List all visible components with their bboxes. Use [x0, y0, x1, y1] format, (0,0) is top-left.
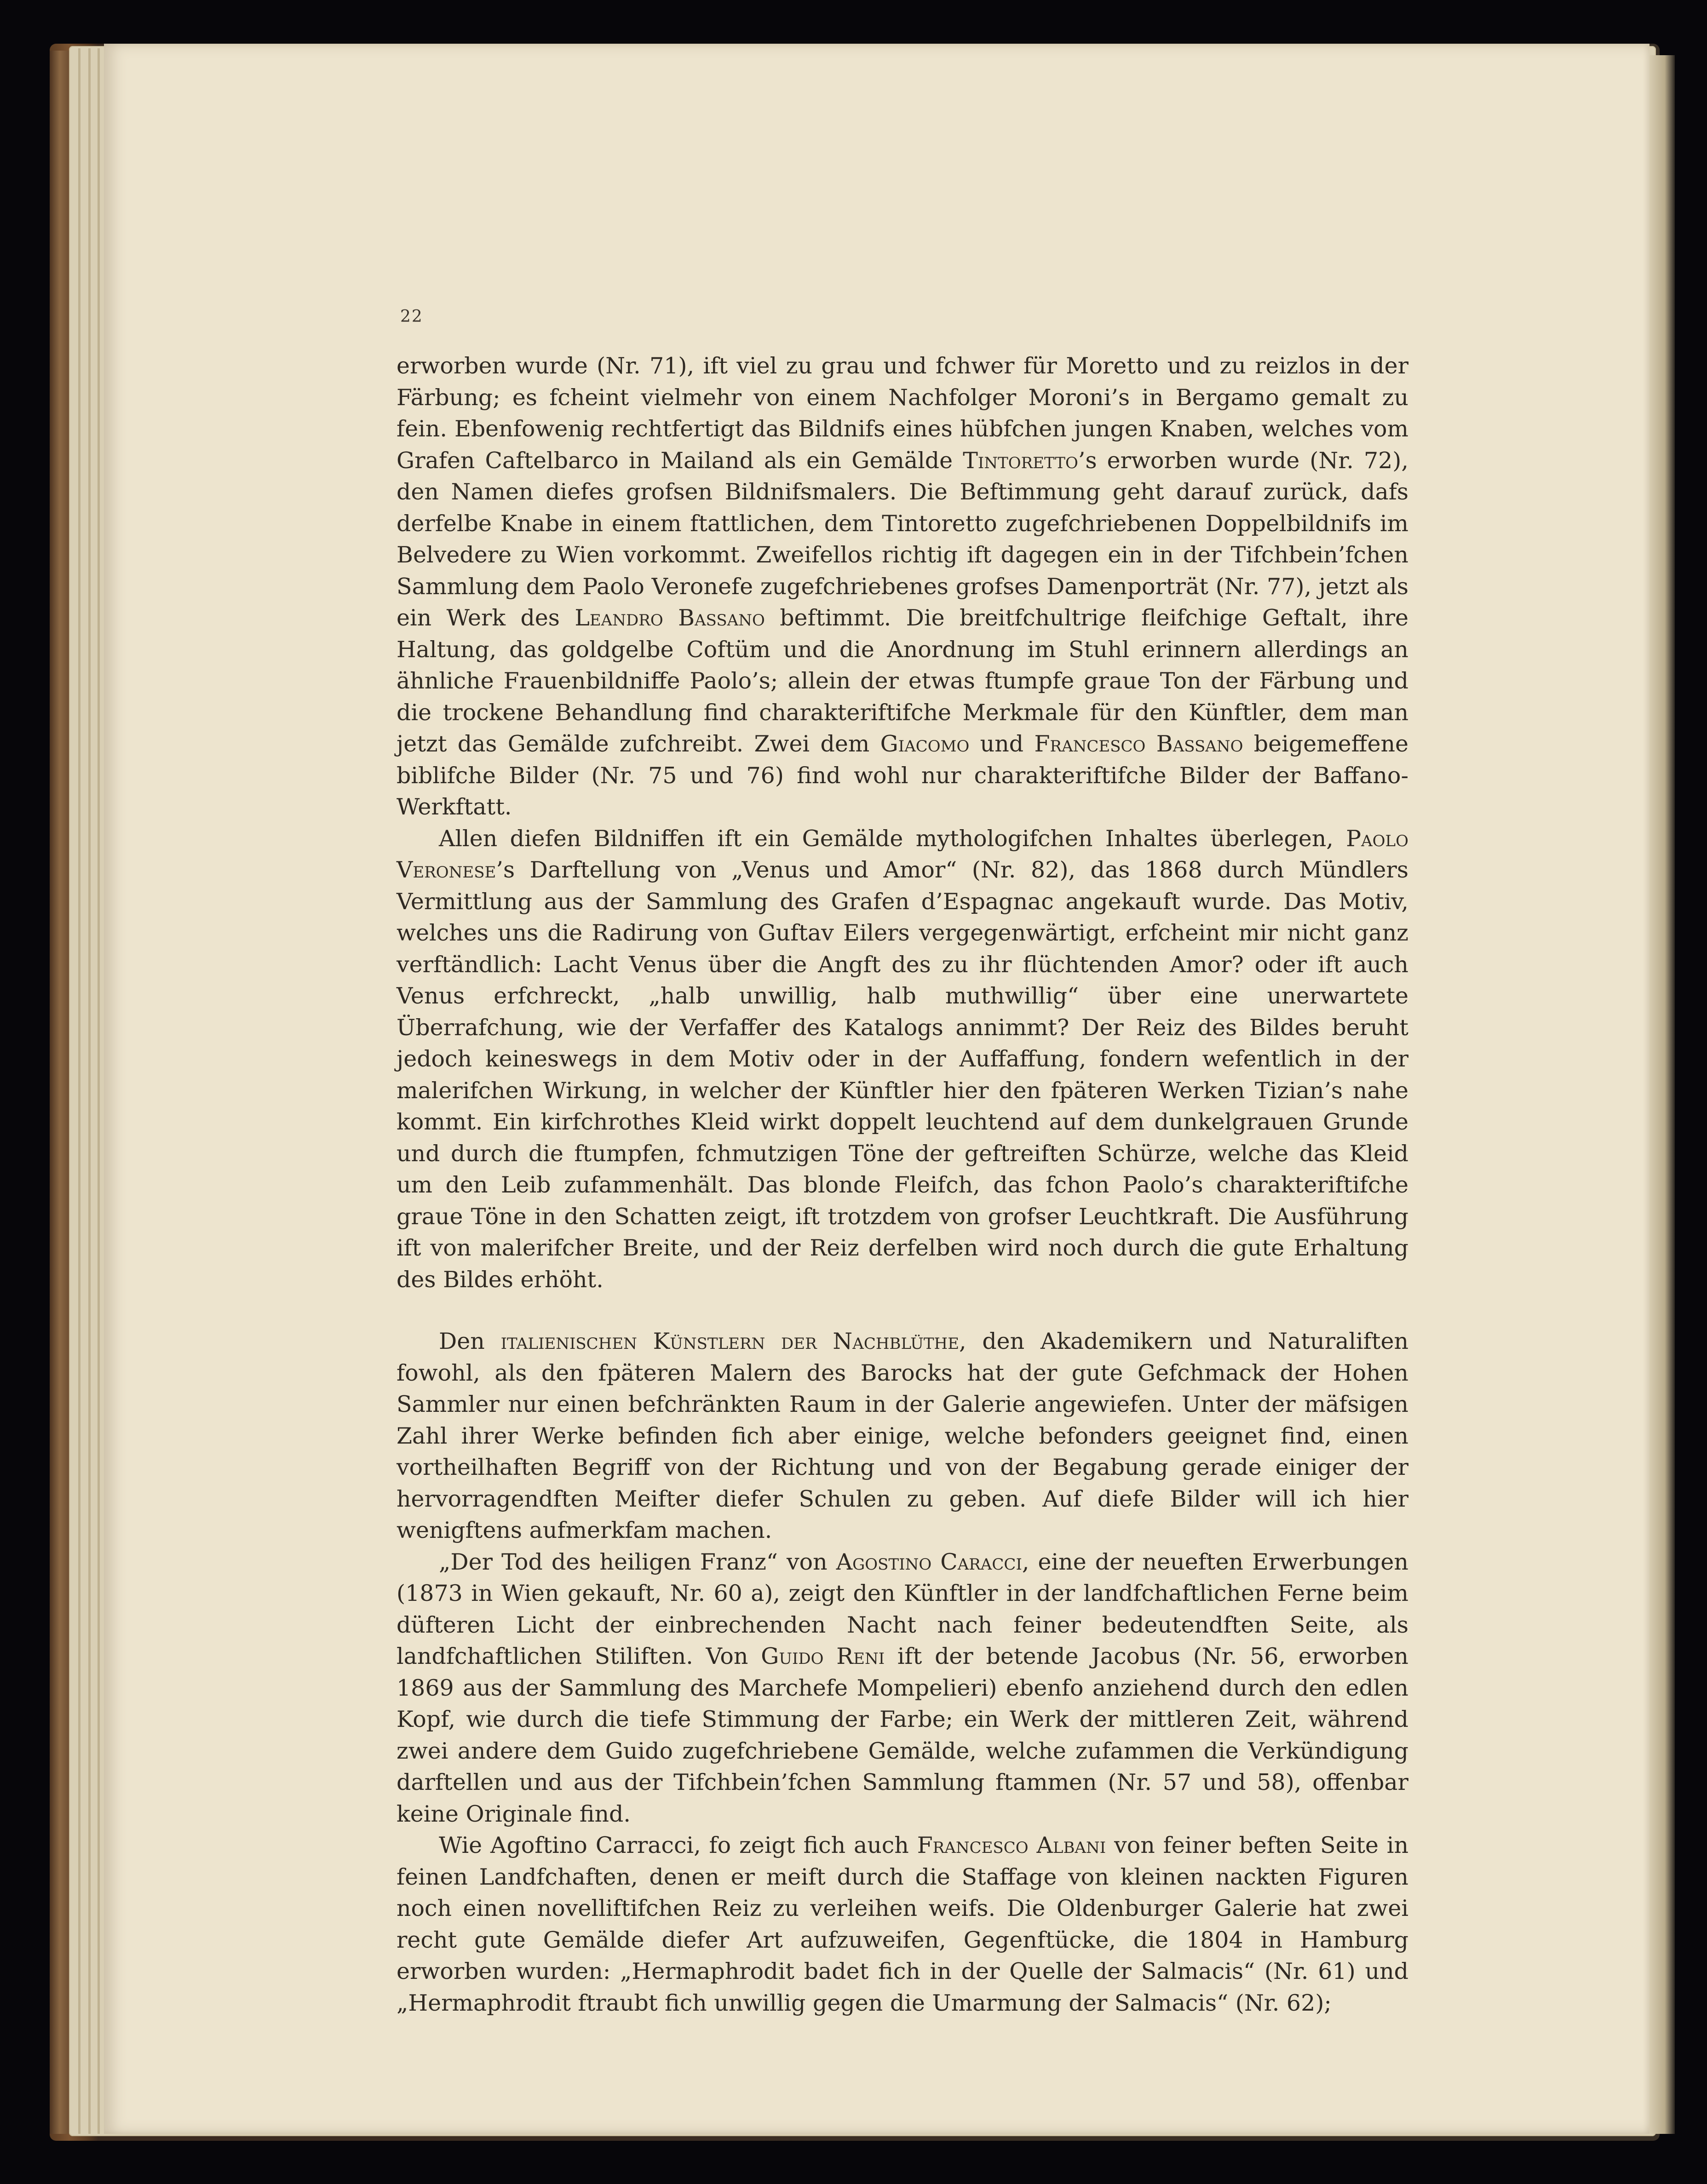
text-run: beigemeffene biblifche Bilder (Nr. 75 und 76) find wohl nur charakteriftifche Bilder der Baffano-Werkftatt. [397, 731, 1409, 820]
page-stack-edge [78, 48, 80, 2134]
text-run: und [969, 731, 1035, 757]
page-stack-edge [98, 48, 100, 2134]
text-run: ’s erworben wurde (Nr. 72), den Namen diefes grofsen Bildnifsmalers. Die Beftimmung geht darauf zurück, dafs derfelbe Knabe in einem ftattlichen, dem Tintoretto zugefchriebenen Doppelbildnifs im Belvedere zu Wien vorkommt. Zweifellos richtig ift dagegen ein in der Tifchbein’fchen Sammlung dem Paolo Veronefe zugefchriebenes grofses Damenporträt (Nr. 77), jetzt als ein Werk des [397, 447, 1408, 631]
text-run: ift der betende Jacobus (Nr. 56, erworben 1869 aus der Sammlung des Marchefe Mompelieri) ebenfo anziehend durch den edlen Kopf, wie durch die tiefe Stimmung der Farbe; ein Werk der mittleren Zeit, während zwei andere dem Guido zugefchriebene Gemälde, welche zufammen die Verkündigung darftellen und aus der Tifchbein’fchen Sammlung ftammen (Nr. 57 und 58), offenbar keine Originale find. [397, 1643, 1408, 1827]
text-run: Wie Agoftino Carracci, fo zeigt fich auch [439, 1832, 917, 1858]
small-caps-name: Leandro Bassano [575, 605, 765, 631]
paragraph [397, 350, 1408, 823]
text-run: Den [439, 1328, 501, 1354]
right-page-edge [1650, 55, 1675, 2134]
small-caps-name: Giacomo [880, 731, 970, 757]
page-stack-edge [88, 48, 91, 2134]
text-run: , den Akademikern und Naturaliften fowohl, als den fpäteren Malern des Barocks hat der gute Gefchmack der Hohen Sammler nur einen befchränkten Raum in der Galerie angewiefen. Unter der mäfsigen Zahl ihrer Werke befinden fich aber einige, welche befonders geeignet find, einen vortheilhaften Begriff von der Richtung und von der Begabung gerade einiger der hervorragendften Meifter diefer Schulen zu geben. Auf diefe Bilder will ich hier wenigftens aufmerkfam machen. [397, 1328, 1409, 1543]
small-caps-name: Guido Reni [761, 1643, 885, 1669]
small-caps-name: italienischen Künstlern der Nachblüthe [500, 1328, 960, 1354]
small-caps-name: Agostino Caracci [836, 1548, 1022, 1575]
text-run: beftimmt. Die breitfchultrige fleifchige Geftalt, ihre Haltung, das goldgelbe Coftüm und die Anordnung im Stuhl erinnern allerdings an ähnliche Frauenbildniffe Paolo’s; allein der etwas ftumpfe graue Ton der Färbung und die trockene Behandlung find charakteriftifche Merkmale für den Künftler, dem man jetzt das Gemälde zufchreibt. Zwei dem [397, 605, 1409, 757]
paragraph [397, 1547, 1408, 1830]
small-caps-name: Francesco Albani [917, 1832, 1106, 1858]
paragraph [397, 1326, 1408, 1547]
text-run: „Der Tod des heiligen Franz“ von [439, 1548, 836, 1575]
text-run: erworben wurde (Nr. 71), ift viel zu grau und fchwer für Moretto und zu reizlos in der Färbung; es fcheint vielmehr von einem Nachfolger Moroni’s in Bergamo gemalt zu fein. Ebenfowenig rechtfertigt das Bildnifs eines hübfchen jungen Knaben, welches vom Grafen Caftelbarco in Mailand als ein Gemälde [397, 353, 1408, 474]
body-text [397, 350, 1408, 2019]
text-run: von feiner beften Seite in feinen Landfchaften, denen er meift durch die Staffage von kleinen nackten Figuren noch einen novelliftifchen Reiz zu verleihen weifs. Die Oldenburger Galerie hat zwei recht gute Gemälde diefer Art aufzuweifen, Gegenftücke, die 1804 in Hamburg erworben wurden: „Hermaphrodit badet fich in der Quelle der Salmacis“ (Nr. 61) und „Hermaphrodit ftraubt fich unwillig gegen die Umarmung der Salmacis“ (Nr. 62); [397, 1832, 1408, 2016]
text-run: ’s Darftellung von „Venus und Amor“ (Nr. 82), das 1868 durch Mündlers Vermittlung aus der Sammlung des Grafen d’Espagnac angekauft wurde. Das Motiv, welches uns die Radirung von Guftav Eilers vergegenwärtigt, erfcheint mir nicht ganz verftändlich: Lacht Venus über die Angft des zu ihr flüchtenden Amor? oder ift auch Venus erfchreckt, „halb unwillig, halb muthwillig“ über eine unerwartete Überrafchung, wie der Verfaffer des Katalogs annimmt? Der Reiz des Bildes beruht jedoch keineswegs in dem Motiv oder in der Auffaffung, fondern wefentlich in der malerifchen Wirkung, in welcher der Künftler hier den fpäteren Werken Tizian’s nahe kommt. Ein kirfchrothes Kleid wirkt doppelt leuchtend auf dem dunkelgrauen Grunde und durch die ftumpfen, fchmutzigen Töne der geftreiften Schürze, welche das Kleid um den Leib zufammenhält. Das blonde Fleifch, das fchon Paolo’s charakteriftifche graue Töne in den Schatten zeigt, ift trotzdem von grofser Leuchtkraft. Die Ausführung ift von malerifcher Breite, und der Reiz derfelben wird noch durch die gute Erhaltung des Bildes erhöht. [397, 857, 1408, 1293]
paragraph [397, 823, 1408, 1296]
text-run: , eine der neueften Erwerbungen (1873 in Wien gekauft, Nr. 60 a), zeigt den Künftler in der landfchaftlichen Ferne beim düfteren Licht der einbrechenden Nacht nach feiner bedeutendften Seite, als landfchaftlichen Stiliften. Von [397, 1548, 1408, 1669]
small-caps-name: Paolo Veronese [397, 825, 1408, 883]
text-run: Allen diefen Bildniffen ift ein Gemälde mythologifchen Inhaltes überlegen, [439, 825, 1346, 852]
small-caps-name: Tintoretto [963, 447, 1078, 474]
paragraph [397, 1830, 1408, 2019]
small-caps-name: Francesco Bassano [1034, 731, 1243, 757]
page-number: 22 [400, 307, 423, 326]
